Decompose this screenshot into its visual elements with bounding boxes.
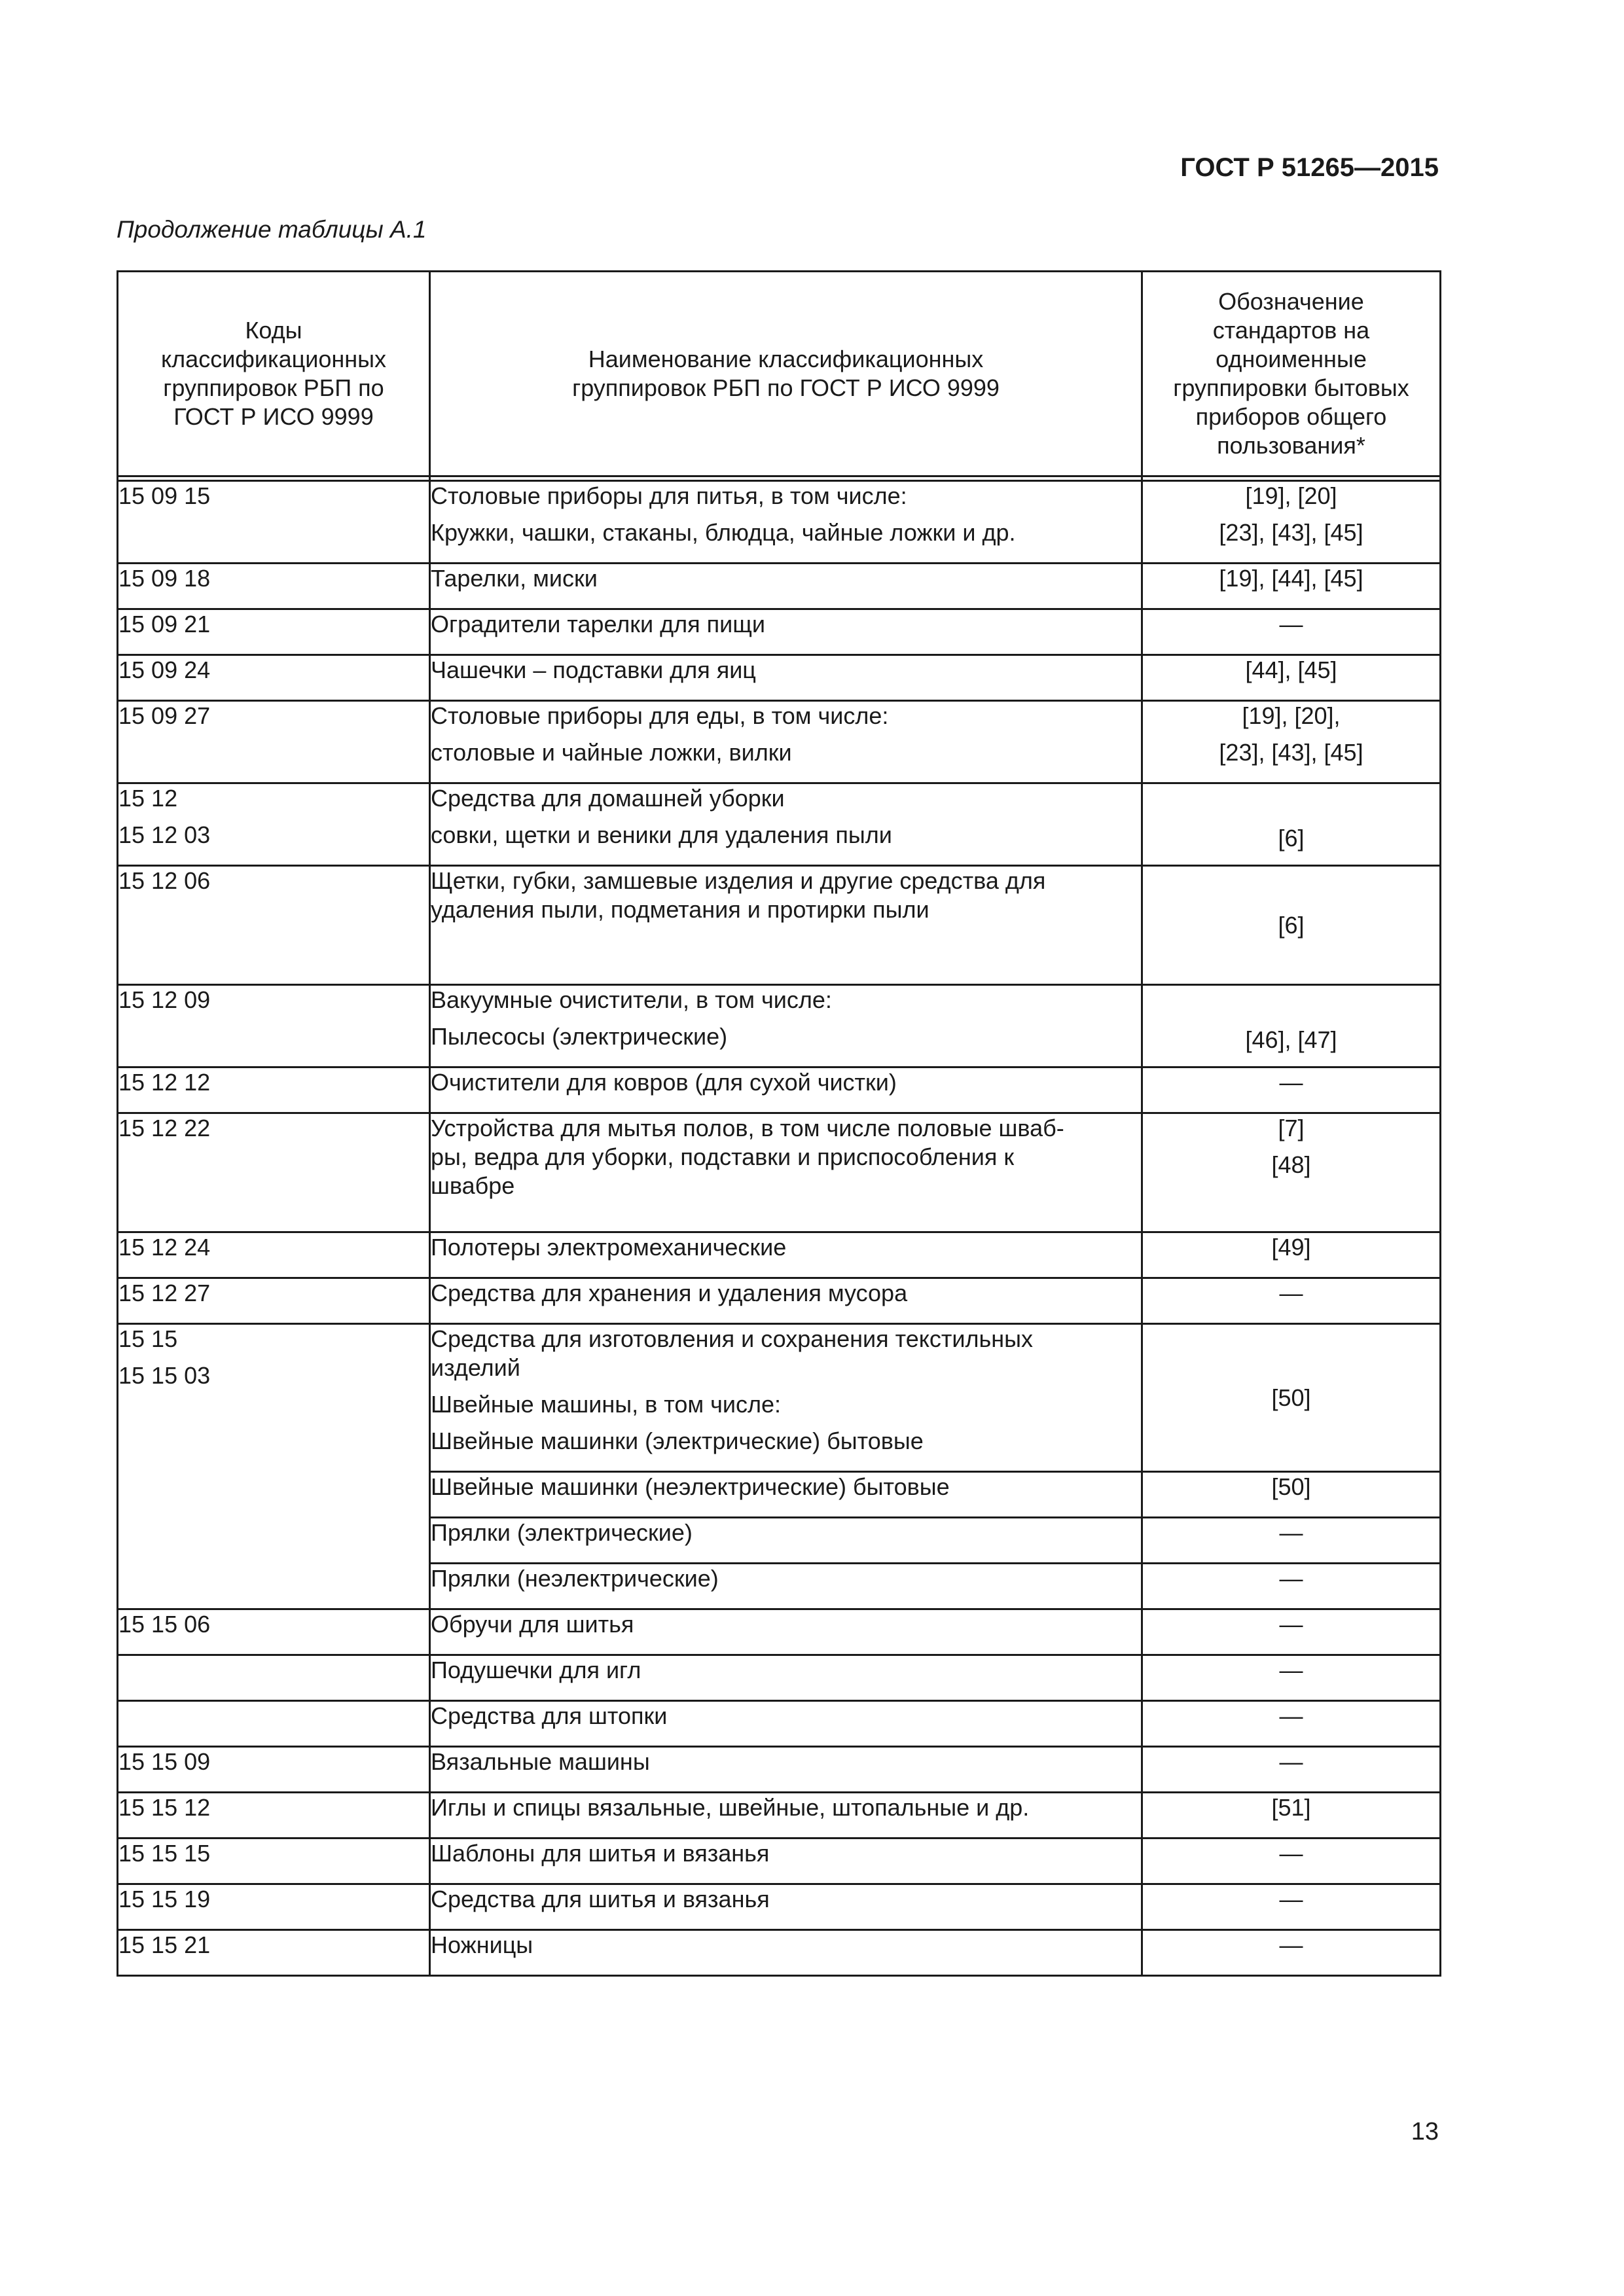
cell-text: [50] [1271, 1384, 1311, 1411]
row-standards [1142, 701, 1441, 783]
row-standards [1142, 1067, 1441, 1113]
row-standards [1142, 564, 1441, 609]
cell-text: [19], [20] [1245, 482, 1337, 509]
row-standards [1142, 1518, 1441, 1564]
table-row [118, 1839, 1441, 1884]
cell-text: [6] [1278, 825, 1305, 852]
cell-text: 15 12 27 [118, 1280, 211, 1306]
cell-text: Иглы и спицы вязальные, швейные, штопальные и др. [431, 1794, 1030, 1821]
row-standards [1142, 1232, 1441, 1278]
row-name [430, 1839, 1142, 1884]
table-row [118, 701, 1441, 783]
cell-text: Средства для домашней уборки [431, 785, 785, 812]
row-standards [1142, 1564, 1441, 1609]
row-name [430, 1930, 1142, 1976]
table-row [118, 985, 1441, 1067]
row-code [118, 1609, 430, 1655]
row-name [430, 866, 1142, 985]
cell-text: — [1279, 1519, 1303, 1546]
row-name [430, 701, 1142, 783]
row-name [430, 1564, 1142, 1609]
row-standards [1142, 655, 1441, 701]
row-code [118, 1701, 430, 1747]
cell-text: 15 15 [118, 1325, 178, 1352]
table-row [118, 609, 1441, 655]
cell-text: Очистители для ковров (для сухой чистки) [431, 1069, 897, 1096]
header-standards: Обозначение стандартов на одноименные группировки бытовых приборов общего пользования* [1142, 272, 1441, 476]
row-standards [1142, 783, 1441, 866]
cell-text: Средства для изготовления и сохранения текстильных [431, 1325, 1034, 1352]
cell-text: [44], [45] [1245, 656, 1337, 683]
table-caption: Продолжение таблицы А.1 [117, 216, 427, 243]
row-code [118, 985, 430, 1067]
cell-text: Ножницы [431, 1931, 533, 1958]
cell-text: — [1279, 1069, 1303, 1096]
cell-text: [51] [1271, 1794, 1311, 1821]
cell-text: Тарелки, миски [431, 565, 598, 592]
row-standards [1142, 1609, 1441, 1655]
document-code: ГОСТ Р 51265—2015 [1180, 153, 1439, 182]
row-standards [1142, 1701, 1441, 1747]
cell-text: [49] [1271, 1234, 1311, 1261]
row-name [430, 564, 1142, 609]
classification-table [117, 270, 1441, 1977]
cell-text: Столовые приборы для еды, в том числе: [431, 702, 889, 729]
cell-text: Средства для шитья и вязанья [431, 1886, 770, 1912]
row-name [430, 1232, 1142, 1278]
row-standards [1142, 1793, 1441, 1839]
page-number: 13 [1411, 2118, 1439, 2145]
row-code [118, 1067, 430, 1113]
row-standards [1142, 866, 1441, 985]
row-standards [1142, 985, 1441, 1067]
cell-text: Средства для штопки [431, 1702, 668, 1729]
cell-text: 15 09 18 [118, 565, 211, 592]
cell-text: 15 15 03 [118, 1362, 211, 1389]
cell-text: — [1279, 1702, 1303, 1729]
row-standards [1142, 1839, 1441, 1884]
row-code [118, 1232, 430, 1278]
cell-text: — [1279, 1748, 1303, 1775]
row-name [430, 481, 1142, 564]
row-name [430, 1793, 1142, 1839]
cell-text: — [1279, 1611, 1303, 1638]
cell-text: 15 15 12 [118, 1794, 211, 1821]
table-row [118, 1232, 1441, 1278]
cell-text: 15 12 24 [118, 1234, 211, 1261]
cell-text: швабре [431, 1172, 515, 1199]
row-name [430, 1324, 1142, 1472]
cell-text: [7] [1278, 1115, 1305, 1141]
row-name [430, 985, 1142, 1067]
cell-text: Средства для хранения и удаления мусора [431, 1280, 908, 1306]
cell-text: [23], [43], [45] [1219, 739, 1363, 766]
row-code [118, 701, 430, 783]
row-name [430, 1884, 1142, 1930]
table-row [118, 564, 1441, 609]
cell-text: — [1279, 1886, 1303, 1912]
header-codes: Коды классификационных группировок РБП по ГОСТ Р ИСО 9999 [118, 272, 430, 476]
cell-text: [23], [43], [45] [1219, 519, 1363, 546]
cell-text: 15 15 21 [118, 1931, 211, 1958]
row-code [118, 1655, 430, 1701]
cell-text: 15 09 24 [118, 656, 211, 683]
table-row [118, 1113, 1441, 1232]
cell-text: 15 09 27 [118, 702, 211, 729]
row-code [118, 564, 430, 609]
cell-text: [6] [1278, 911, 1305, 939]
row-name [430, 1655, 1142, 1701]
table-header-row [118, 272, 1441, 476]
cell-text: Оградители тарелки для пищи [431, 611, 765, 637]
cell-text: Столовые приборы для питья, в том числе: [431, 482, 907, 509]
cell-text: — [1279, 1840, 1303, 1867]
cell-text: столовые и чайные ложки, вилки [431, 739, 792, 766]
table-row [118, 1884, 1441, 1930]
table-row [118, 481, 1441, 564]
cell-text: Швейные машины, в том числе: [431, 1391, 782, 1418]
table-row [118, 655, 1441, 701]
cell-text: Швейные машинки (электрические) бытовые [431, 1427, 924, 1454]
row-standards [1142, 1747, 1441, 1793]
cell-text: [48] [1271, 1151, 1311, 1178]
table-row [118, 1930, 1441, 1976]
row-name [430, 1278, 1142, 1324]
cell-text: — [1279, 1565, 1303, 1592]
table-row [118, 1701, 1441, 1747]
row-standards [1142, 1113, 1441, 1232]
cell-text: ры, ведра для уборки, подставки и приспособления к [431, 1143, 1015, 1170]
table-row [118, 1793, 1441, 1839]
cell-text: Обручи для шитья [431, 1611, 634, 1638]
row-code [118, 1884, 430, 1930]
row-standards [1142, 1655, 1441, 1701]
row-code [118, 1793, 430, 1839]
cell-text: Прялки (неэлектрические) [431, 1565, 719, 1592]
cell-text: Швейные машинки (неэлектрические) бытовые [431, 1473, 950, 1500]
row-standards [1142, 609, 1441, 655]
table-row [118, 1609, 1441, 1655]
cell-text: Щетки, губки, замшевые изделия и другие средства для [431, 867, 1046, 894]
cell-text: Подушечки для игл [431, 1657, 641, 1683]
cell-text: Полотеры электромеханические [431, 1234, 787, 1261]
row-code [118, 1839, 430, 1884]
row-code [118, 1930, 430, 1976]
cell-text: 15 12 06 [118, 867, 211, 894]
row-name [430, 609, 1142, 655]
cell-text: — [1279, 611, 1303, 637]
row-standards [1142, 1472, 1441, 1518]
row-name [430, 1472, 1142, 1518]
row-code [118, 783, 430, 866]
table-row [118, 1278, 1441, 1324]
row-name [430, 1747, 1142, 1793]
cell-text: Вакуумные очистители, в том числе: [431, 986, 832, 1013]
cell-text: 15 15 15 [118, 1840, 211, 1867]
row-standards [1142, 1930, 1441, 1976]
cell-text: 15 15 19 [118, 1886, 211, 1912]
row-code [118, 866, 430, 985]
cell-text: 15 15 06 [118, 1611, 211, 1638]
row-name [430, 1609, 1142, 1655]
cell-text: [19], [20], [1242, 702, 1341, 729]
cell-text: — [1279, 1657, 1303, 1683]
table-row [118, 1324, 1441, 1472]
table-row [118, 1655, 1441, 1701]
row-code [118, 609, 430, 655]
cell-text: Устройства для мытья полов, в том числе половые шваб- [431, 1115, 1064, 1141]
cell-text: [19], [44], [45] [1219, 565, 1363, 592]
row-code [118, 481, 430, 564]
row-name [430, 1113, 1142, 1232]
header-names: Наименование классификационных группировок РБП по ГОСТ Р ИСО 9999 [430, 272, 1142, 476]
cell-text: Вязальные машины [431, 1748, 650, 1775]
row-name [430, 1701, 1142, 1747]
row-standards [1142, 481, 1441, 564]
cell-text: [46], [47] [1245, 1026, 1337, 1053]
row-name [430, 783, 1142, 866]
row-code [118, 1113, 430, 1232]
cell-text: — [1279, 1931, 1303, 1958]
row-code-merged [118, 1324, 430, 1609]
row-code [118, 1278, 430, 1324]
cell-text: 15 12 12 [118, 1069, 211, 1096]
cell-text: 15 12 03 [118, 821, 211, 848]
row-standards [1142, 1884, 1441, 1930]
row-name [430, 1518, 1142, 1564]
cell-text: Пылесосы (электрические) [431, 1023, 728, 1050]
cell-text: [50] [1271, 1473, 1311, 1500]
table-row [118, 783, 1441, 866]
row-name [430, 655, 1142, 701]
row-standards [1142, 1278, 1441, 1324]
cell-text: 15 15 09 [118, 1748, 211, 1775]
cell-text: Шаблоны для шитья и вязанья [431, 1840, 770, 1867]
cell-text: 15 09 21 [118, 611, 211, 637]
row-code [118, 655, 430, 701]
cell-text: Кружки, чашки, стаканы, блюдца, чайные ложки и др. [431, 519, 1016, 546]
table-row [118, 1747, 1441, 1793]
cell-text: 15 09 15 [118, 482, 211, 509]
cell-text: 15 12 09 [118, 986, 211, 1013]
cell-text: совки, щетки и веники для удаления пыли [431, 821, 892, 848]
table-row [118, 1067, 1441, 1113]
cell-text: изделий [431, 1354, 520, 1381]
row-name [430, 1067, 1142, 1113]
cell-text: Прялки (электрические) [431, 1519, 693, 1546]
cell-text: удаления пыли, подметания и протирки пыли [431, 896, 929, 923]
cell-text: Чашечки – подставки для яиц [431, 656, 756, 683]
cell-text: 15 12 [118, 785, 178, 812]
cell-text: 15 12 22 [118, 1115, 211, 1141]
table-row [118, 866, 1441, 985]
row-code [118, 1747, 430, 1793]
row-standards [1142, 1324, 1441, 1472]
cell-text: — [1279, 1280, 1303, 1306]
